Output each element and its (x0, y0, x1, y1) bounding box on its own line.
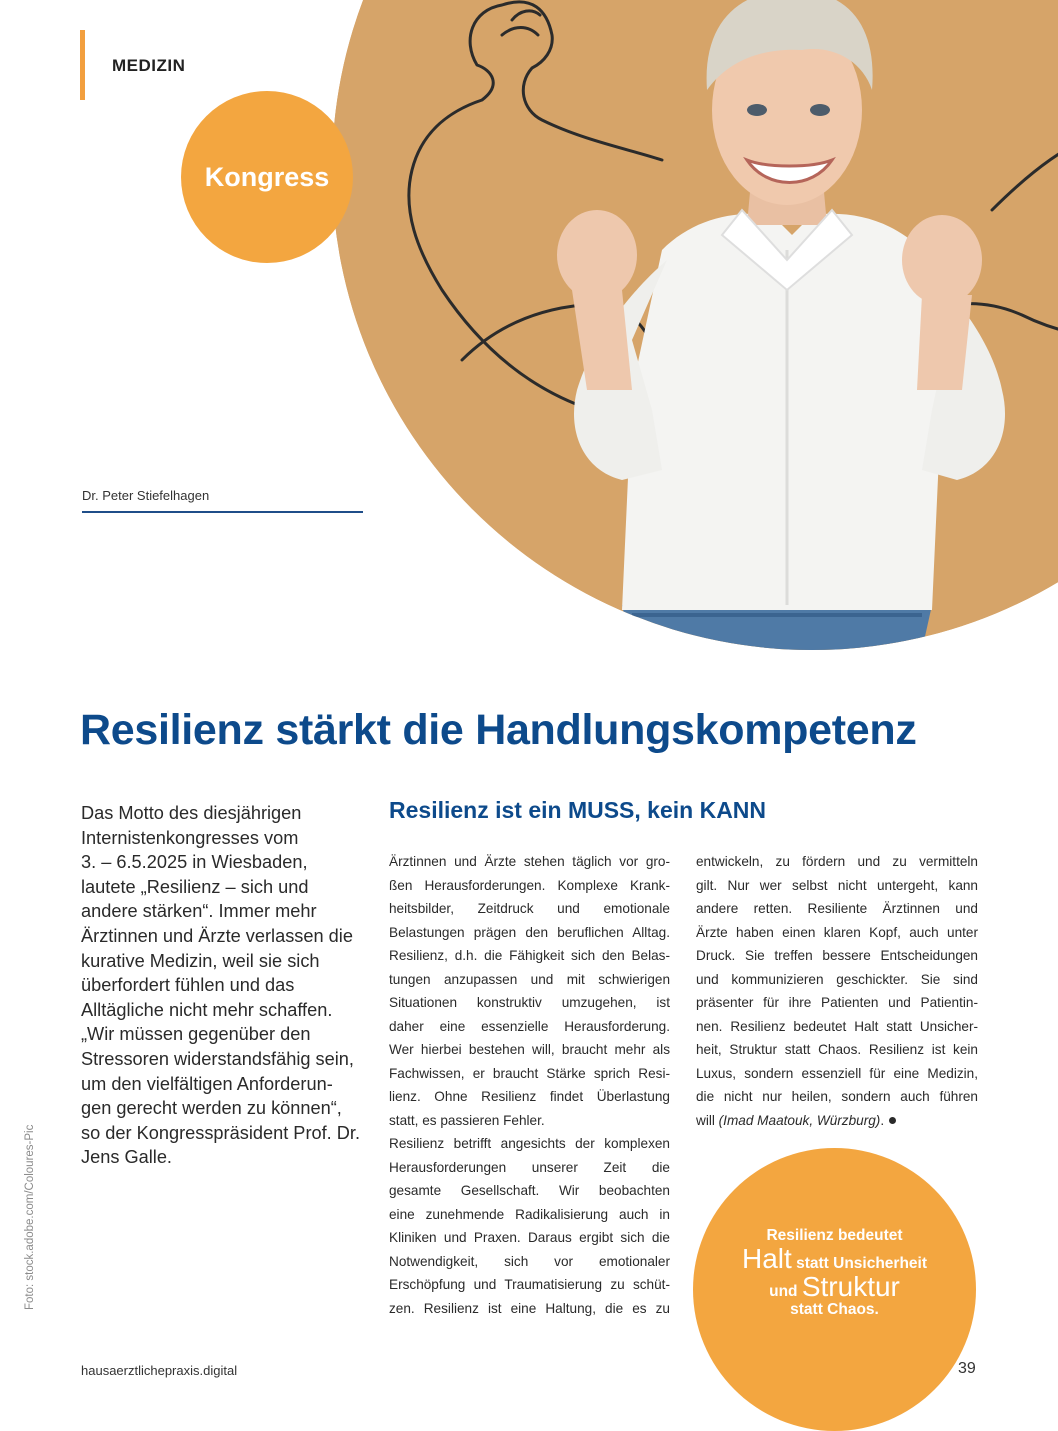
intro-line: Das Motto des diesjährigen (81, 803, 302, 823)
intro-lead (81, 801, 366, 1170)
section-label: MEDIZIN (112, 56, 186, 75)
body-line: eine zunehmende Radikalisierung auch in (389, 1206, 670, 1222)
body-line: Herausforderungen unserer Zeit die (389, 1159, 670, 1175)
body-line: die nicht nur heilen, sondern auch führen (696, 1089, 978, 1104)
body-line: Erschöpfung und Traumatisierung zu schüt- (389, 1277, 670, 1292)
body-line: statt, es passieren Fehler. (389, 1112, 545, 1128)
quote-circle (693, 1148, 976, 1431)
body-line: Fachwissen, er braucht Stärke sprich Resi- (389, 1065, 670, 1081)
kongress-badge-label: Kongress (204, 161, 330, 192)
pull-quote (693, 1227, 976, 1319)
body-line: Belastungen prägen den beruflichen Alltag. (389, 924, 670, 940)
kongress-badge (181, 91, 353, 263)
body-line: Ärzte haben einen klaren Kopf, auch unter (696, 924, 978, 940)
quote-line: statt Chaos. (790, 1301, 879, 1318)
body-line-final (696, 1109, 978, 1133)
intro-line: überfordert fühlen und das (81, 975, 295, 996)
quote-text: statt Unsicherheit (791, 1255, 928, 1272)
body-line: Resilienz betrifft angesichts der komplexen (389, 1136, 670, 1151)
body-line: und kommunizieren geschickter. Sie sind (696, 971, 978, 987)
body-line: lienz. Ohne Resilienz findet Überlastung (389, 1089, 670, 1104)
body-line: Wer hierbei bestehen will, braucht mehr als (389, 1042, 670, 1057)
body-line: nen. Resilienz bedeutet Halt statt Unsicher- (696, 1018, 978, 1034)
intro-line: 3. – 6.5.2025 in Wiesbaden, (81, 852, 308, 873)
hero-photo (332, 0, 1058, 650)
body-line: Kliniken und Praxen. Daraus ergibt sich die (389, 1230, 670, 1245)
author-divider (82, 511, 363, 513)
body-line: Situationen konstruktiv umzugehen, ist (389, 995, 670, 1010)
intro-line: so der Kongresspräsident Prof. Dr. (81, 1122, 361, 1143)
body-line: gesamte Gesellschaft. Wir beobachten (389, 1183, 670, 1198)
intro-line: Internistenkongresses vom (81, 827, 299, 848)
body-text: . (880, 1112, 885, 1128)
body-line: Notwendigkeit, sich vor emotionaler (389, 1253, 670, 1269)
quote-line (693, 1245, 976, 1273)
photo-credit: Foto: stock.adobe.com/Coloures-Pic (24, 1124, 36, 1310)
section-subheading: Resilienz ist ein MUSS, kein KANN (389, 797, 767, 823)
body-line: Luxus, sondern essenziell für eine Medizin, (696, 1065, 978, 1081)
intro-line: Stressoren widerstandsfähig sein, (81, 1048, 354, 1069)
body-line: heit, Struktur statt Chaos. Resilienz ist kein (696, 1042, 978, 1057)
body-line: tungen anzupassen und mit schwierigen (389, 971, 670, 987)
article-title: Resilienz stärkt die Handlungskompetenz (80, 706, 917, 754)
page-number: 39 (958, 1360, 976, 1377)
intro-line: Ärztinnen und Ärzte verlassen die (81, 925, 353, 946)
intro-line: gen gerecht werden zu können“, (81, 1098, 342, 1119)
intro-line: um den vielfältigen Anforderun- (81, 1073, 333, 1094)
quote-text: und (769, 1283, 802, 1300)
intro-line: andere stärken“. Immer mehr (81, 901, 317, 922)
body-column-1 (389, 850, 670, 1320)
intro-line: Alltägliche nicht mehr schaffen. (81, 999, 333, 1020)
body-line: Ärztinnen und Ärzte stehen täglich vor gro- (389, 854, 670, 869)
body-line: Druck. Sie treffen bessere Entscheidungen (696, 948, 978, 963)
body-line: Resilienz, d.h. die Fähigkeit sich den Belas- (389, 948, 670, 963)
author-name: Dr. Peter Stiefelhagen (82, 488, 210, 503)
section-accent-bar (80, 30, 85, 100)
intro-line: „Wir müssen gegenüber den (81, 1024, 311, 1045)
citation: (Imad Maatouk, Würzburg) (718, 1112, 881, 1128)
footer-website[interactable]: hausaerztlichepraxis.digital (81, 1363, 238, 1378)
quote-line: Resilienz bedeutet (766, 1227, 903, 1244)
body-line: präsenter für ihre Patienten und Patientin- (696, 995, 978, 1010)
body-line: ßen Herausforderungen. Komplexe Krank- (389, 877, 670, 893)
quote-highlight: Struktur (801, 1271, 900, 1302)
body-line: daher eine essenzielle Herausforderung. (389, 1018, 670, 1034)
body-line: entwickeln, zu fördern und zu vermitteln (696, 854, 978, 869)
quote-highlight: Halt (741, 1243, 792, 1274)
body-column-2 (696, 850, 978, 1132)
intro-line: Jens Galle. (81, 1147, 172, 1168)
body-line: heitsbilder, Zeitdruck und emotionale (389, 901, 670, 916)
intro-line: kurative Medizin, weil sie sich (81, 950, 320, 971)
body-line: andere retten. Resiliente Ärztinnen und (696, 901, 978, 916)
body-line: gilt. Nur wer selbst nicht untergeht, kann (696, 877, 978, 893)
body-text: will (696, 1112, 719, 1128)
quote-line (693, 1273, 976, 1301)
body-line: zen. Resilienz ist eine Haltung, die es zu (389, 1300, 670, 1316)
intro-line: lautete „Resilienz – sich und (81, 876, 309, 897)
end-mark-icon (889, 1117, 896, 1124)
